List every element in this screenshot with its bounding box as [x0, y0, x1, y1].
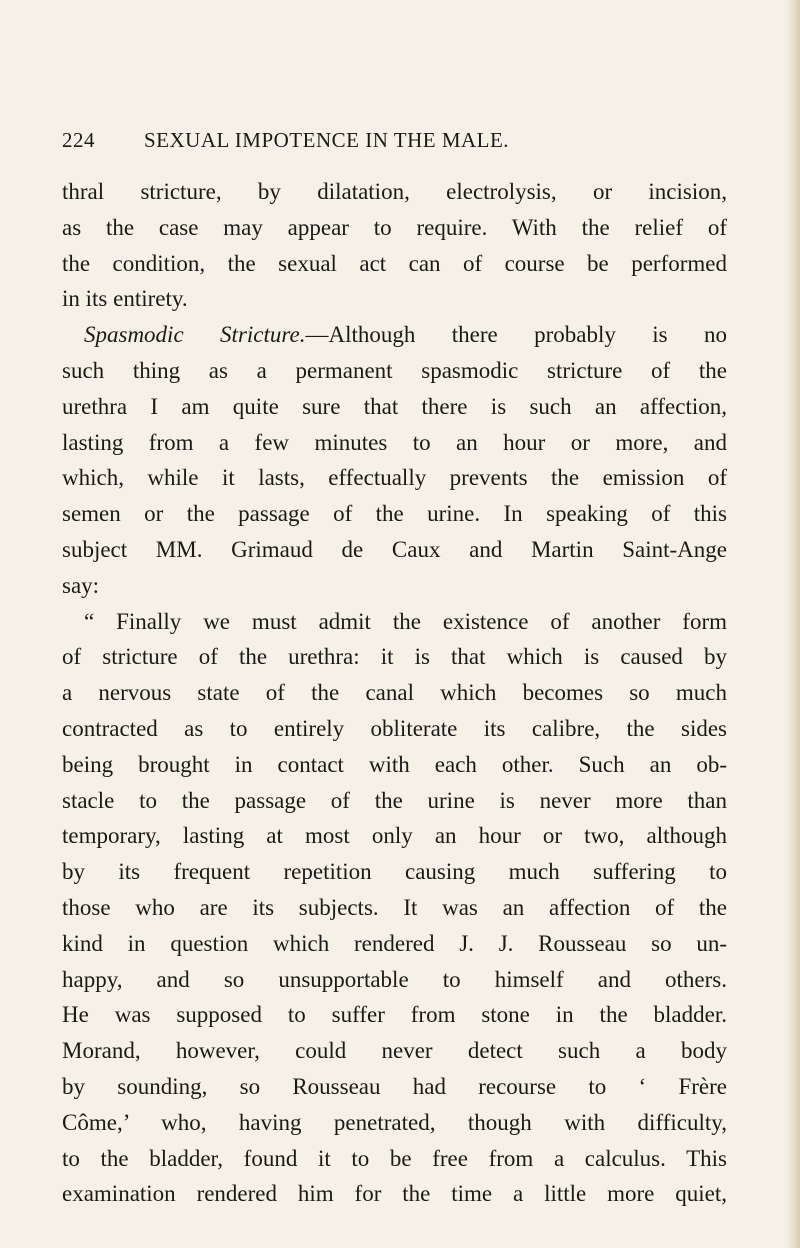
running-head: SEXUAL IMPOTENCE IN THE MALE.	[144, 128, 510, 152]
text-line: those who are its subjects. It was an affection of the	[62, 894, 727, 920]
page-edge	[786, 0, 800, 1248]
text-line: happy, and so unsupportable to himself and others.	[62, 966, 727, 992]
text-line: subject MM. Grimaud de Caux and Martin Saint-Ange	[62, 536, 727, 562]
text-line: a nervous state of the canal which becomes so much	[62, 680, 727, 706]
page-header	[62, 128, 742, 160]
text-line: thral stricture, by dilatation, electrolysis, or incision,	[62, 179, 727, 204]
text-line: Morand, however, could never detect such a body	[62, 1038, 727, 1064]
text-line: kind in question which rendered J. J. Rousseau so un-	[62, 930, 727, 956]
text-line: urethra I am quite sure that there is such an affection,	[62, 393, 727, 419]
text-line: He was supposed to suffer from stone in the bladder.	[62, 1002, 727, 1028]
text-line: such thing as a permanent spasmodic stricture of the	[62, 357, 727, 383]
text-line: to the bladder, found it to be free from a calculus. This	[62, 1145, 727, 1171]
text-line: in its entirety.	[62, 286, 188, 312]
text-line: Côme,’ who, having penetrated, though with difficulty,	[62, 1109, 727, 1135]
page-number: 224	[62, 128, 95, 152]
section-lead: —Although there probably is no	[305, 322, 727, 348]
section-heading-line	[62, 317, 727, 353]
text-line: being brought in contact with each other. Such an ob-	[62, 751, 727, 777]
text-line: which, while it lasts, effectually prevents the emission of	[62, 465, 727, 491]
text-line: by sounding, so Rousseau had recourse to ‘ Frère	[62, 1073, 727, 1099]
text-line: of stricture of the urethra: it is that which is caused by	[62, 644, 727, 670]
text-line: as the case may appear to require. With the relief of	[62, 214, 727, 240]
section-heading: Spasmodic Stricture.	[84, 322, 306, 348]
body-text	[62, 174, 727, 1212]
text-line: contracted as to entirely obliterate its calibre, the sides	[62, 715, 727, 741]
text-line: examination rendered him for the time a little more quiet,	[62, 1181, 727, 1207]
text-line: semen or the passage of the urine. In speaking of this	[62, 501, 727, 527]
text-line: temporary, lasting at most only an hour or two, although	[62, 823, 727, 849]
text-line: lasting from a few minutes to an hour or more, and	[62, 429, 727, 455]
text-line: say:	[62, 572, 100, 598]
text-line: by its frequent repetition causing much suffering to	[62, 859, 727, 885]
text-line: “ Finally we must admit the existence of another form	[84, 608, 727, 634]
text-line: the condition, the sexual act can of course be performed	[62, 250, 727, 276]
text-line: stacle to the passage of the urine is never more than	[62, 787, 727, 813]
